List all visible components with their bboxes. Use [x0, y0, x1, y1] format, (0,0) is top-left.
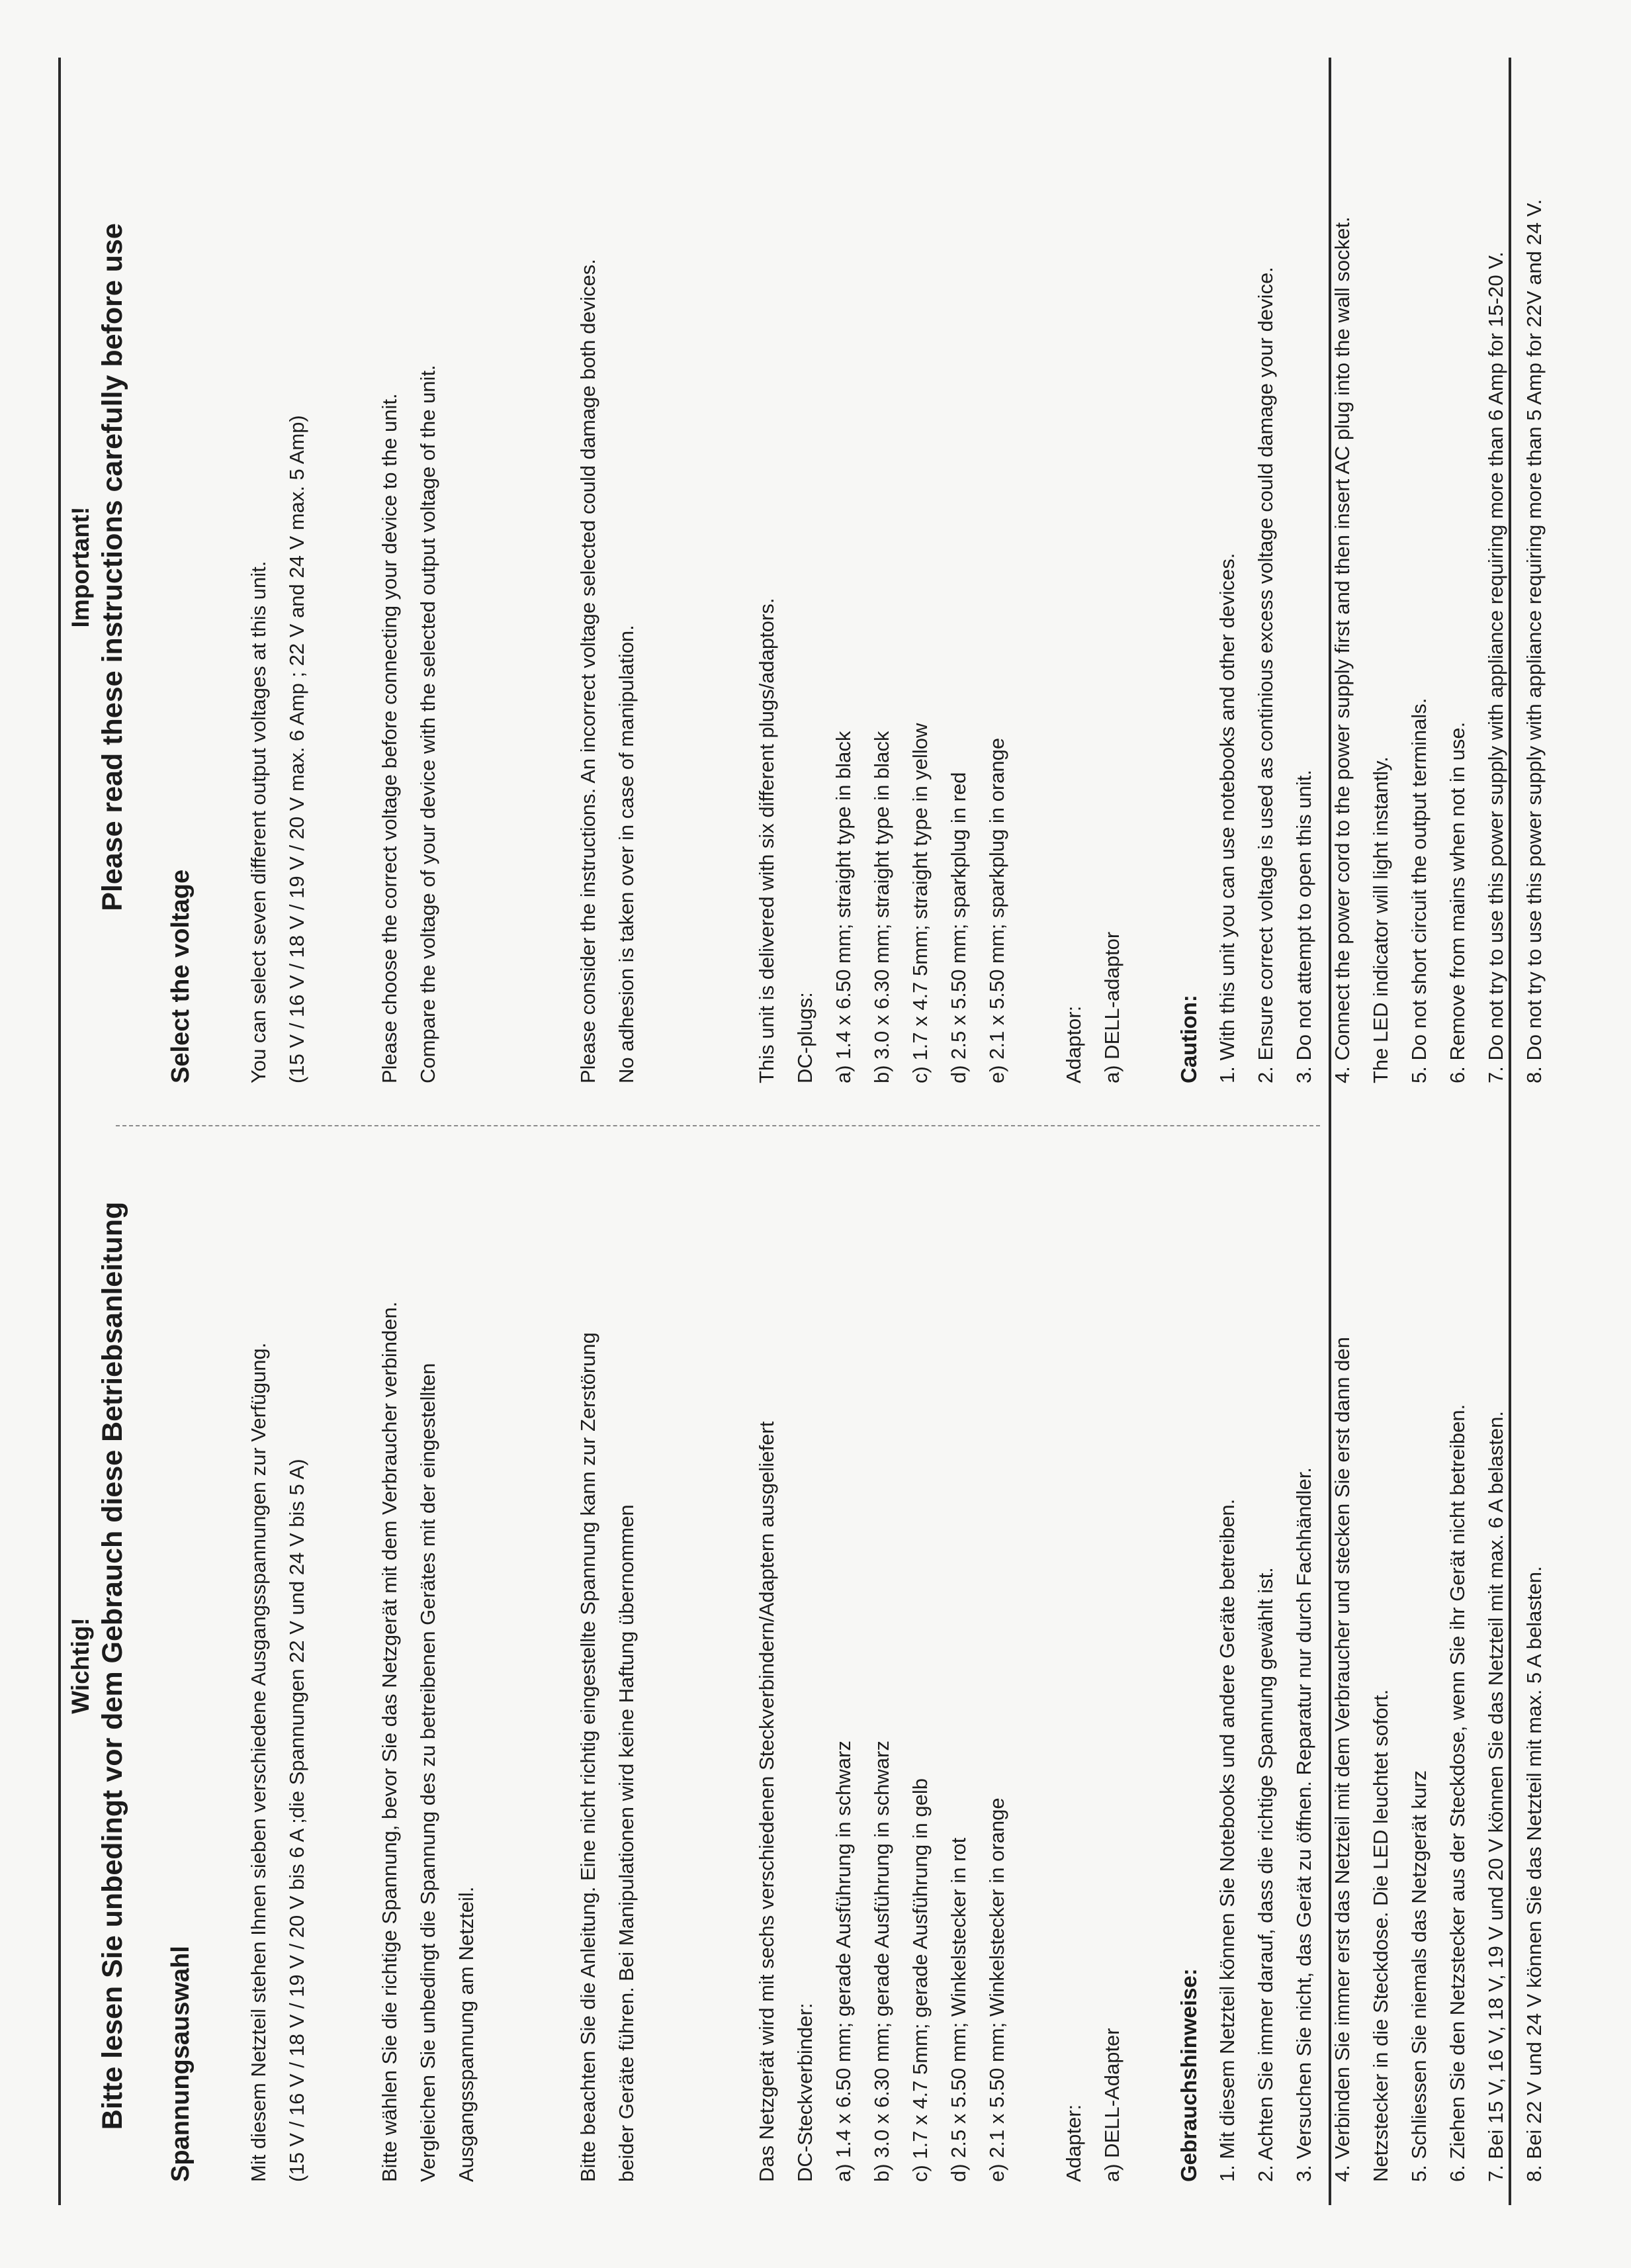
list-item: 7. Bei 15 V, 16 V, 18 V, 19 V und 20 V können Sie das Netzteil mit max. 6 A belasten.	[1484, 1410, 1507, 2182]
german-section-title: Spannungsauswahl	[167, 1946, 195, 2182]
text-line: Mit diesem Netzteil stehen Ihnen sieben verschiedene Ausgangsspannungen zur Verfügung.	[247, 1342, 270, 2182]
german-header-title: Wichtig!	[67, 1617, 94, 1714]
english-header	[66, 51, 130, 1083]
list-item: a) 1.4 x 6.50 mm; gerade Ausführung in schwarz	[832, 1741, 855, 2182]
text-line: Vergleichen Sie unbedingt die Spannung des zu betreibenen Gerätes mit der eingestellten	[416, 1363, 439, 2182]
text-line: (15 V / 16 V / 18 V / 19 V / 20 V max. 6 Amp ; 22 V and 24 V max. 5 Amp)	[285, 415, 308, 1083]
text-line: (15 V / 16 V / 18 V / 19 V / 20 V bis 6 A ;die Spannungen 22 V und 24 V bis 5 A)	[285, 1459, 308, 2182]
text-line: Das Netzgerät wird mit sechs verschiedenen Steckverbindern/Adaptern ausgeliefert	[755, 1421, 778, 2182]
text-line: Compare the voltage of your device with the selected output voltage of the unit.	[416, 365, 439, 1083]
text-line: Please choose the correct voltage before connecting your device to the unit.	[378, 393, 401, 1083]
list-item: 1. With this unit you can use notebooks and other devices.	[1215, 553, 1239, 1083]
text-line: Bitte beachten Sie die Anleitung. Eine nicht richtig eingestellte Spannung kann zur Zerstörung	[576, 1332, 599, 2182]
list-item: 3. Do not attempt to open this unit.	[1292, 770, 1315, 1083]
list-item: d) 2.5 x 5.50 mm; sparkplug in red	[947, 772, 970, 1083]
german-header-subtitle: Bitte lesen Sie unbedingt vor dem Gebrauch diese Betriebsanleitung	[97, 1201, 128, 2130]
english-warning	[569, 51, 646, 1083]
list-item: Netzstecker in die Steckdose. Die LED leuchtet sofort.	[1369, 1689, 1392, 2182]
column-separator	[116, 1125, 1320, 1126]
list-item: c) 1.7 x 4.7 5mm; gerade Ausführung in gelb	[908, 1778, 932, 2182]
list-item: 5. Schliessen Sie niemals das Netzgerät kurz	[1407, 1770, 1431, 2182]
text-line: Adapter:	[1062, 2104, 1085, 2182]
english-voltage-intro	[240, 51, 316, 1083]
text-line: DC-Steckverbinder:	[793, 2003, 816, 2182]
german-plugs	[748, 1150, 1554, 2182]
list-item: 6. Ziehen Sie den Netzstecker aus der Steckdose, wenn Sie ihr Gerät nicht betreiben.	[1446, 1404, 1469, 2182]
german-header	[66, 1150, 130, 2182]
top-rule	[58, 58, 61, 2205]
english-voltage-choose	[371, 51, 447, 1083]
german-usage-title: Gebrauchshinweise:	[1176, 1968, 1201, 2182]
list-item: 4. Verbinden Sie immer erst das Netzteil mit dem Verbraucher und stecken Sie erst dann den	[1331, 1337, 1354, 2182]
english-usage-title: Caution:	[1176, 995, 1201, 1083]
list-item: b) 3.0 x 6.30 mm; gerade Ausführung in schwarz	[870, 1741, 893, 2182]
list-item: 5. Do not short circuit the output terminals.	[1407, 698, 1431, 1083]
list-item: a) DELL-Adapter	[1100, 2028, 1124, 2182]
text-line: No adhesion is taken over in case of manipulation.	[615, 625, 638, 1083]
list-item: b) 3.0 x 6.30 mm; straight type in black	[870, 731, 893, 1083]
text-line: Please consider the instructions. An incorrect voltage selected could damage both devices.	[576, 259, 599, 1083]
text-line: beider Geräte führen. Bei Manipulationen wird keine Haftung übernommen	[615, 1504, 638, 2182]
list-item: e) 2.1 x 5.50 mm; sparkplug in orange	[985, 737, 1008, 1083]
list-item: a) DELL-adaptor	[1100, 931, 1124, 1083]
german-voltage-choose	[371, 1150, 486, 2182]
text-line: Adaptor:	[1062, 1005, 1085, 1083]
list-item: 8. Bei 22 V und 24 V können Sie das Netzteil mit max. 5 A belasten.	[1522, 1566, 1546, 2182]
list-item: 1. Mit diesem Netzteil können Sie Notebooks und andere Geräte betreiben.	[1215, 1498, 1239, 2182]
list-item: 2. Ensure correct voltage is used as continious excess voltage could damage your device.	[1254, 267, 1277, 1083]
text-line: Bitte wählen Sie die richtige Spannung, bevor Sie das Netzgerät mit dem Verbraucher verbinden.	[378, 1301, 401, 2182]
list-item: d) 2.5 x 5.50 mm; Winkelstecker in rot	[947, 1837, 970, 2182]
german-voltage-intro	[240, 1150, 316, 2182]
english-header-title: Important!	[67, 506, 94, 628]
text-line: DC-plugs:	[793, 992, 816, 1083]
list-item: c) 1.7 x 4.7 5mm; straight type in yellow	[908, 723, 932, 1083]
list-item: 7. Do not try to use this power supply with appliance requiring more than 6 Amp for 15-20 V.	[1484, 251, 1507, 1083]
english-header-subtitle: Please read these instructions carefully before use	[97, 223, 128, 911]
text-line: Ausgangsspannung am Netzteil.	[455, 1886, 478, 2182]
list-item: a) 1.4 x 6.50 mm; straight type in black	[832, 731, 855, 1083]
list-item: 4. Connect the power cord to the power supply first and then insert AC plug into the wall socket.	[1331, 216, 1354, 1083]
list-item: 8. Do not try to use this power supply with appliance requiring more than 5 Amp for 22V and 24 V.	[1522, 199, 1546, 1083]
english-plugs	[748, 51, 1554, 1083]
english-section-title: Select the voltage	[167, 869, 195, 1083]
german-warning	[569, 1150, 646, 2182]
text-line: This unit is delivered with six different plugs/adaptors.	[755, 598, 778, 1083]
text-line: You can select seven different output voltages at this unit.	[247, 561, 270, 1083]
list-item: 3. Versuchen Sie nicht, das Gerät zu öffnen. Reparatur nur durch Fachhändler.	[1292, 1467, 1315, 2182]
list-item: 6. Remove from mains when not in use.	[1446, 721, 1469, 1083]
list-item: 2. Achten Sie immer darauf, dass die richtige Spannung gewählt ist.	[1254, 1567, 1277, 2182]
list-item: The LED indicator will light instantly.	[1369, 756, 1392, 1083]
list-item: e) 2.1 x 5.50 mm; Winkelstecker in orange	[985, 1797, 1008, 2182]
